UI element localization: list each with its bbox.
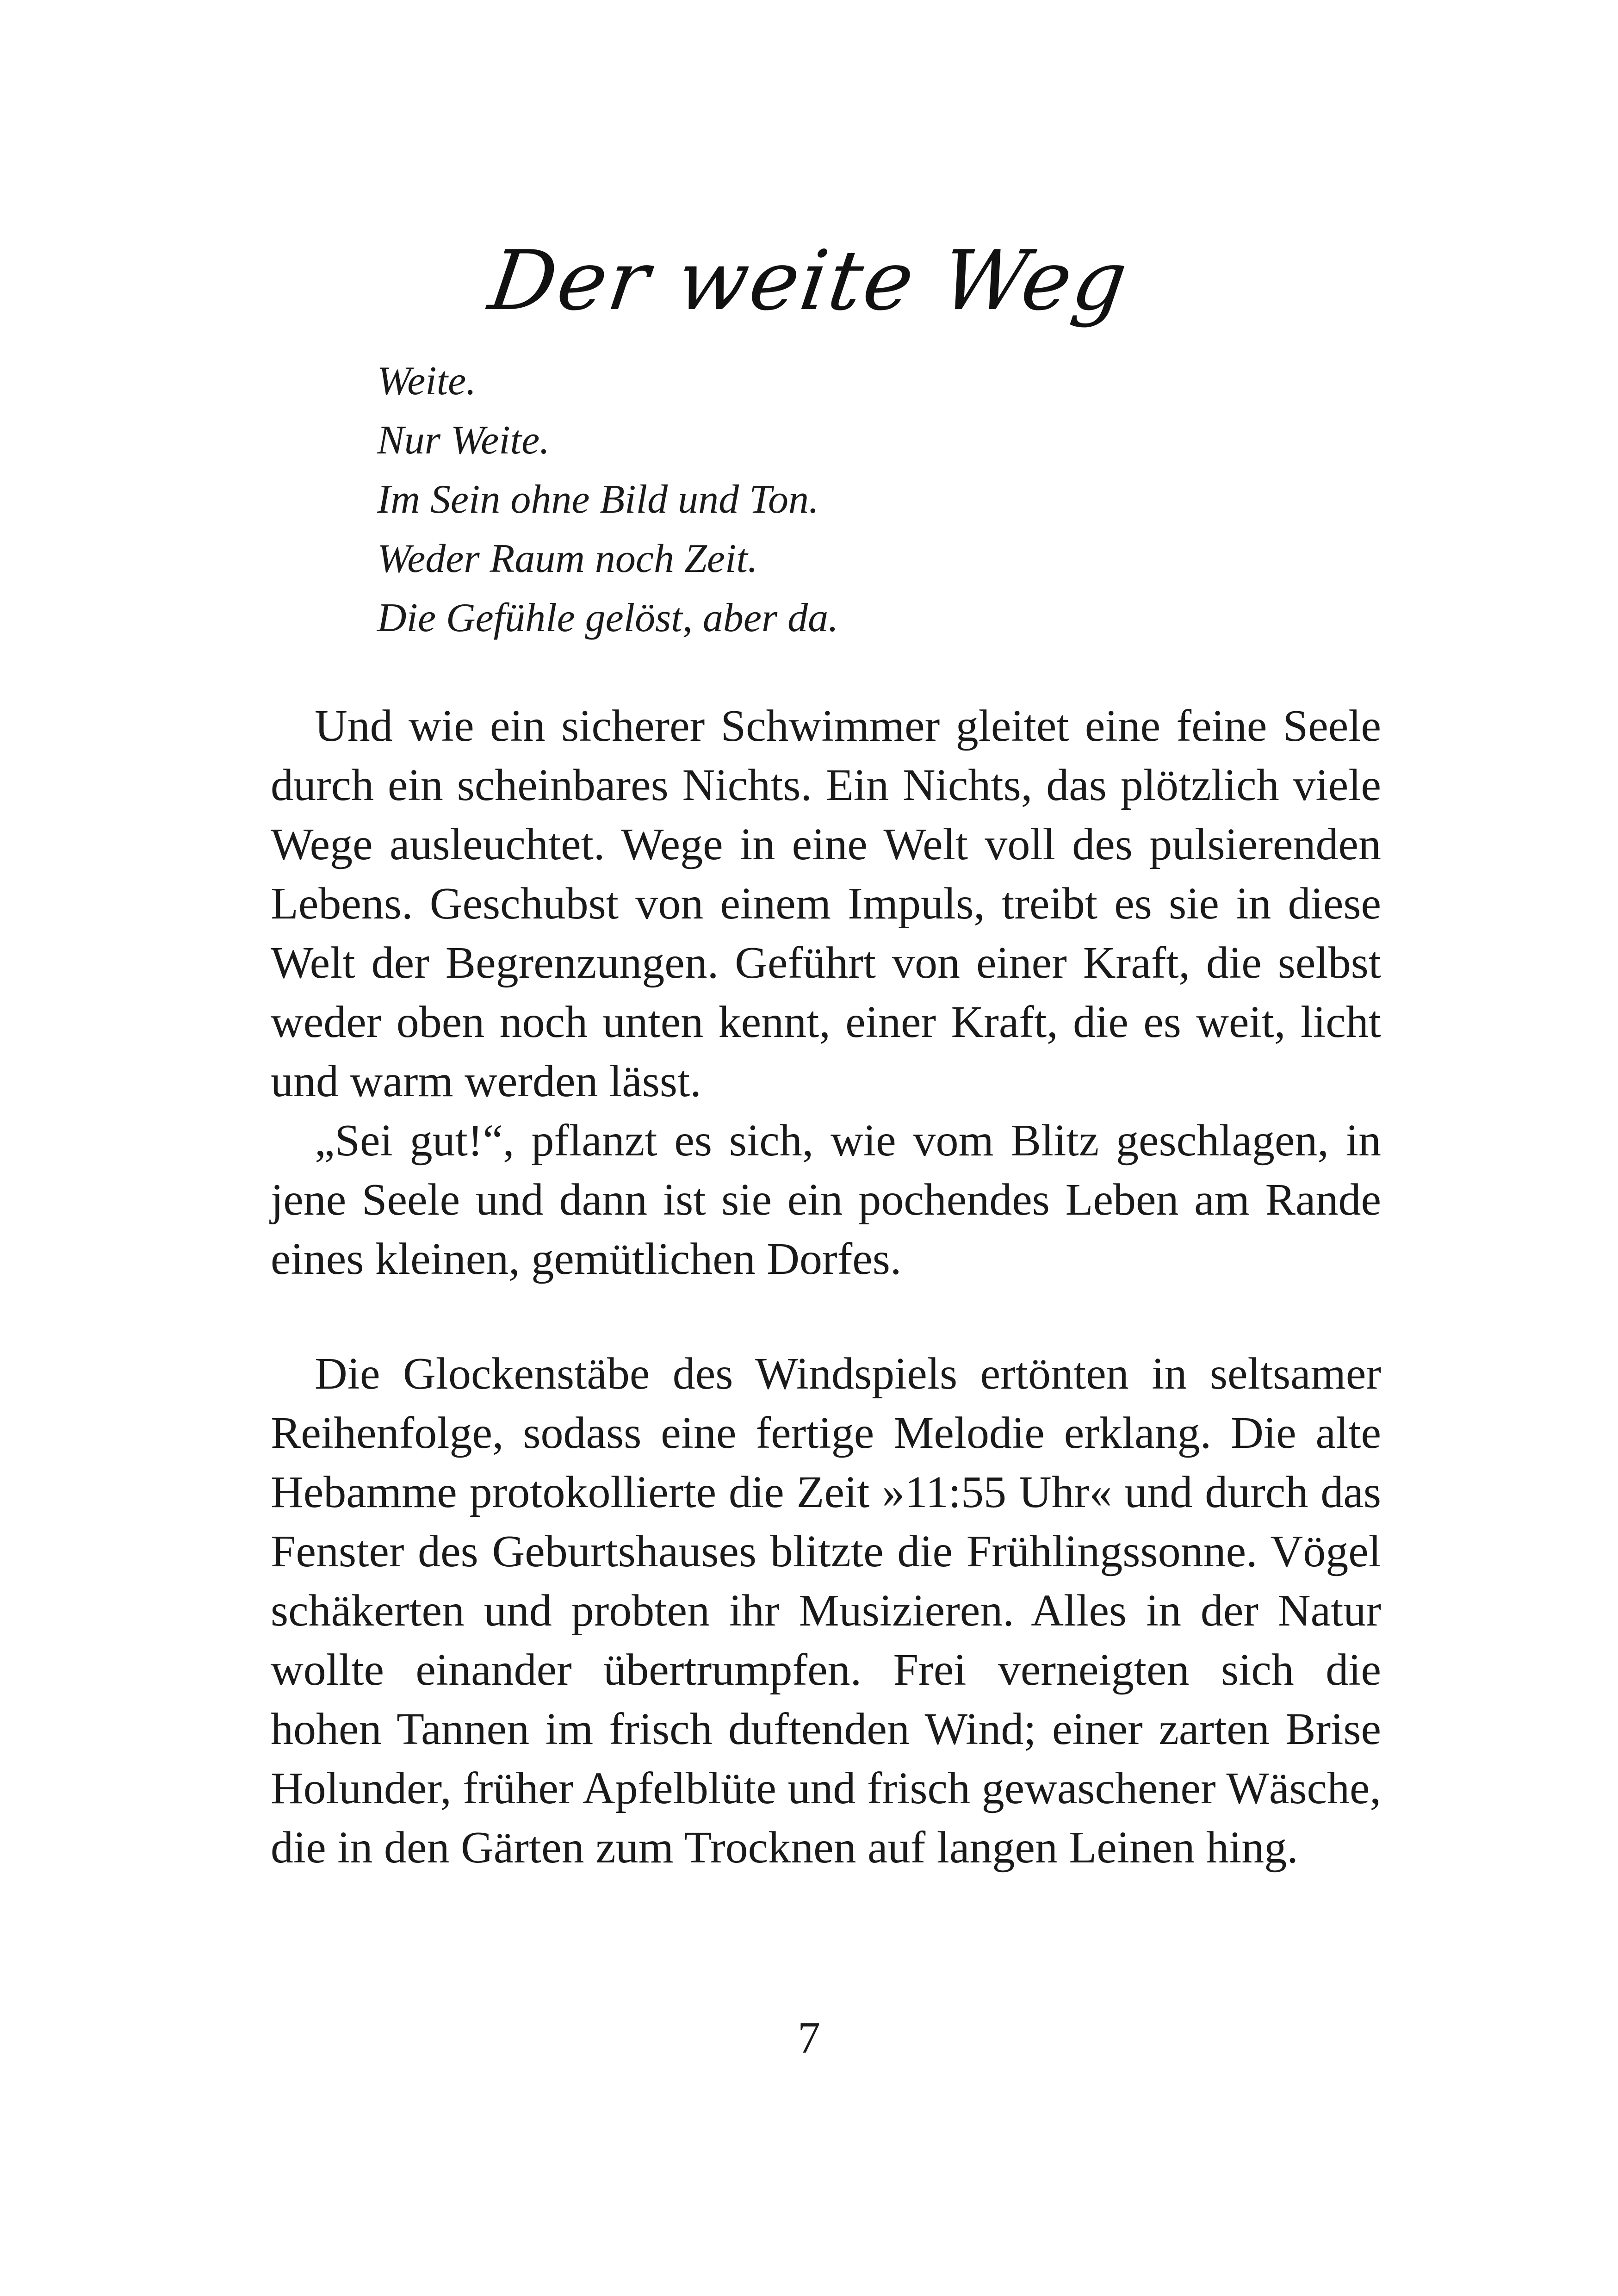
paragraph: Und wie ein sicherer Schwimmer gleitet eine feine Seele durch ein scheinbares Nichts. Ein Nichts, das plötzlich viele Wege ausleuchtet. Wege in eine Welt voll des pulsierenden Lebens. Geschubst von einem Impuls, treibt es sie in diese Welt der Begrenzungen. Geführt von einer Kraft, die selbst weder oben noch unten kennt, einer Kraft, die es weit, licht und warm werden lässt. — [271, 701, 1381, 1106]
prose-section-1 — [271, 696, 1381, 1289]
page-number: 7 — [798, 2013, 820, 2063]
paragraph: „Sei gut!“, pflanzt es sich, wie vom Blitz geschlagen, in jene Seele und dann ist sie ein pochendes Leben am Rande eines kleinen, gemütlichen Dorfes. — [271, 1116, 1381, 1284]
verse-line: Im Sein ohne Bild und Ton. — [377, 477, 819, 522]
verse-line: Die Gefühle gelöst, aber da. — [377, 596, 839, 640]
chapter-title: Der weite Weg — [484, 233, 1134, 329]
paragraph: Die Glockenstäbe des Windspiels ertönten in seltsamer Reihenfolge, sodass eine fertige Melodie erklang. Die alte Hebamme protokollierte die Zeit »11:55 Uhr« und durch das Fenster des Geburtshauses blitzte die Frühlingssonne. Vögel schäkerten und probten ihr Musizieren. Alles in der Natur wollte einander übertrumpfen. Frei verneigten sich die hohen Tannen im frisch duftenden Wind; einer zarten Brise Holunder, früher Apfelblüte und frisch gewaschener Wäsche, die in den Gärten zum Trocknen auf langen Leinen hing. — [271, 1349, 1381, 1873]
prose-section-2 — [271, 1344, 1381, 1877]
verse-block — [377, 352, 838, 648]
verse-line: Nur Weite. — [377, 418, 550, 463]
verse-line: Weite. — [377, 359, 477, 403]
verse-line: Weder Raum noch Zeit. — [377, 536, 758, 581]
